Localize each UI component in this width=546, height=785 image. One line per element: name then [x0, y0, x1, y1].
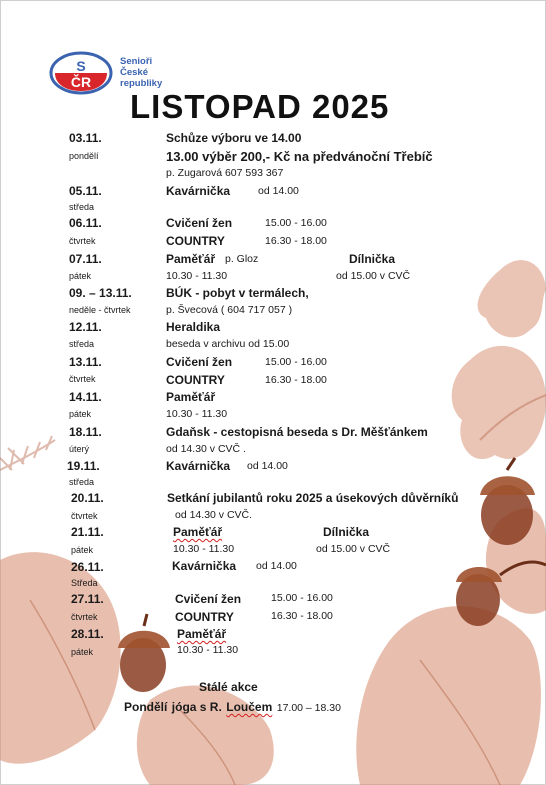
- event-title: COUNTRY: [166, 234, 225, 248]
- event-title: Cvičení žen: [166, 216, 233, 230]
- date: 13.11.: [69, 355, 102, 369]
- date: 18.11.: [69, 425, 102, 439]
- page-title: LISTOPAD 2025: [130, 88, 390, 125]
- event-title: Kavárnička: [166, 184, 231, 198]
- permanent-day: Pondělí: [124, 700, 168, 714]
- event-title: Schůze výboru ve 14.00: [166, 131, 302, 145]
- date: 26.11.: [71, 560, 104, 574]
- permanent-activity-name: jóga s R.: [171, 700, 222, 714]
- event-title: COUNTRY: [175, 610, 234, 624]
- permanent-leader: Loučem: [226, 700, 273, 714]
- weekday: čtvrtek: [71, 511, 98, 521]
- event-note: p. Zugarová 607 593 367: [166, 167, 284, 179]
- date: 27.11.: [71, 592, 104, 606]
- event-time: od 14.00: [256, 560, 297, 572]
- leaf-bottom-right-icon: [356, 606, 541, 785]
- event-time: 10.30 - 11.30: [177, 644, 239, 656]
- acorn-left-icon: [118, 614, 170, 692]
- event-title: Setkání jubilantů roku 2025 a úsekových důvěrníků: [167, 491, 459, 505]
- date: 19.11.: [67, 459, 100, 473]
- leaf-top-right-icon: [478, 260, 546, 337]
- weekday: čtvrtek: [69, 374, 96, 384]
- event-title: Dílnička: [349, 252, 396, 266]
- weekday: středa: [69, 477, 95, 487]
- event-time: 16.30 - 18.00: [265, 374, 327, 386]
- event-title: Paměťář: [166, 252, 216, 266]
- leaf-bottom-left-icon: [0, 552, 121, 764]
- fern-left-icon: [0, 436, 55, 470]
- weekday: pátek: [69, 409, 92, 419]
- date: 07.11.: [69, 252, 102, 266]
- event-title: Paměťář: [166, 390, 216, 404]
- event-time: od 15.00 v CVČ: [316, 543, 391, 555]
- permanent-activity: [124, 698, 341, 716]
- event-title: Kavárnička: [166, 459, 231, 473]
- event-note: p. Švecová ( 604 717 057 ): [166, 304, 293, 316]
- date: 03.11.: [69, 131, 102, 145]
- event-title: Kavárnička: [172, 559, 237, 573]
- event-note: od 14.30 v CVČ.: [175, 509, 253, 521]
- weekday: pondělí: [69, 151, 99, 161]
- event-title: Dílnička: [323, 525, 370, 539]
- event-title: COUNTRY: [166, 373, 225, 387]
- weekday: Středa: [71, 578, 98, 588]
- event-time: od 15.00 v CVČ: [336, 270, 411, 282]
- event-title: Cvičení žen: [166, 355, 233, 369]
- svg-text:S: S: [76, 58, 86, 74]
- event-title: BÚK - pobyt v termálech,: [166, 286, 309, 300]
- weekday: pátek: [71, 545, 94, 555]
- weekday: úterý: [69, 444, 90, 454]
- weekday: neděle - čtvrtek: [69, 305, 131, 315]
- permanent-time: 17.00 – 18.30: [276, 702, 341, 714]
- date: 05.11.: [69, 184, 102, 198]
- date: 12.11.: [69, 320, 102, 334]
- weekday: středa: [69, 202, 95, 212]
- scr-logo: [49, 51, 113, 95]
- event-note: beseda v archivu od 15.00: [166, 338, 290, 350]
- date: 14.11.: [69, 390, 102, 404]
- date: 28.11.: [71, 627, 104, 641]
- event-time: 16.30 - 18.00: [265, 235, 327, 247]
- event-note: p. Gloz: [225, 253, 259, 265]
- weekday: čtvrtek: [69, 236, 96, 246]
- permanent-heading: Stálé akce: [199, 680, 258, 694]
- date: 06.11.: [69, 216, 102, 230]
- event-title: Heraldika: [166, 320, 221, 334]
- event-title: Paměťář: [173, 525, 223, 539]
- event-time: 15.00 - 16.00: [265, 217, 327, 229]
- event-time: 15.00 - 16.00: [271, 592, 333, 604]
- acorn-right-icon: [480, 458, 535, 545]
- event-time: 16.30 - 18.00: [271, 610, 333, 622]
- event-title: Cvičení žen: [175, 592, 242, 606]
- leaf-mid-right-icon: [452, 346, 546, 459]
- event-time: od 14.00: [258, 185, 299, 197]
- date: 09. – 13.11.: [69, 286, 132, 300]
- org-name: Senioři České republiky: [120, 56, 163, 89]
- event-time: 10.30 - 11.30: [166, 270, 228, 282]
- event-time: 10.30 - 11.30: [166, 408, 228, 420]
- weekday: pátek: [71, 647, 94, 657]
- event-time: od 14.00: [247, 460, 288, 472]
- event-title: Paměťář: [177, 627, 227, 641]
- date: 21.11.: [71, 525, 104, 539]
- weekday: čtvrtek: [71, 612, 98, 622]
- event-title: Gdaňsk - cestopisná beseda s Dr. Měšťánkem: [166, 425, 428, 439]
- weekday: pátek: [69, 271, 92, 281]
- event-time: 15.00 - 16.00: [265, 356, 327, 368]
- svg-text:ČR: ČR: [70, 74, 92, 90]
- date: 20.11.: [71, 491, 104, 505]
- event-time: 10.30 - 11.30: [173, 543, 235, 555]
- weekday: středa: [69, 339, 95, 349]
- event-note: od 14.30 v CVČ .: [166, 443, 246, 455]
- event-title: 13.00 výběr 200,- Kč na předvánoční Třebíč: [166, 149, 433, 164]
